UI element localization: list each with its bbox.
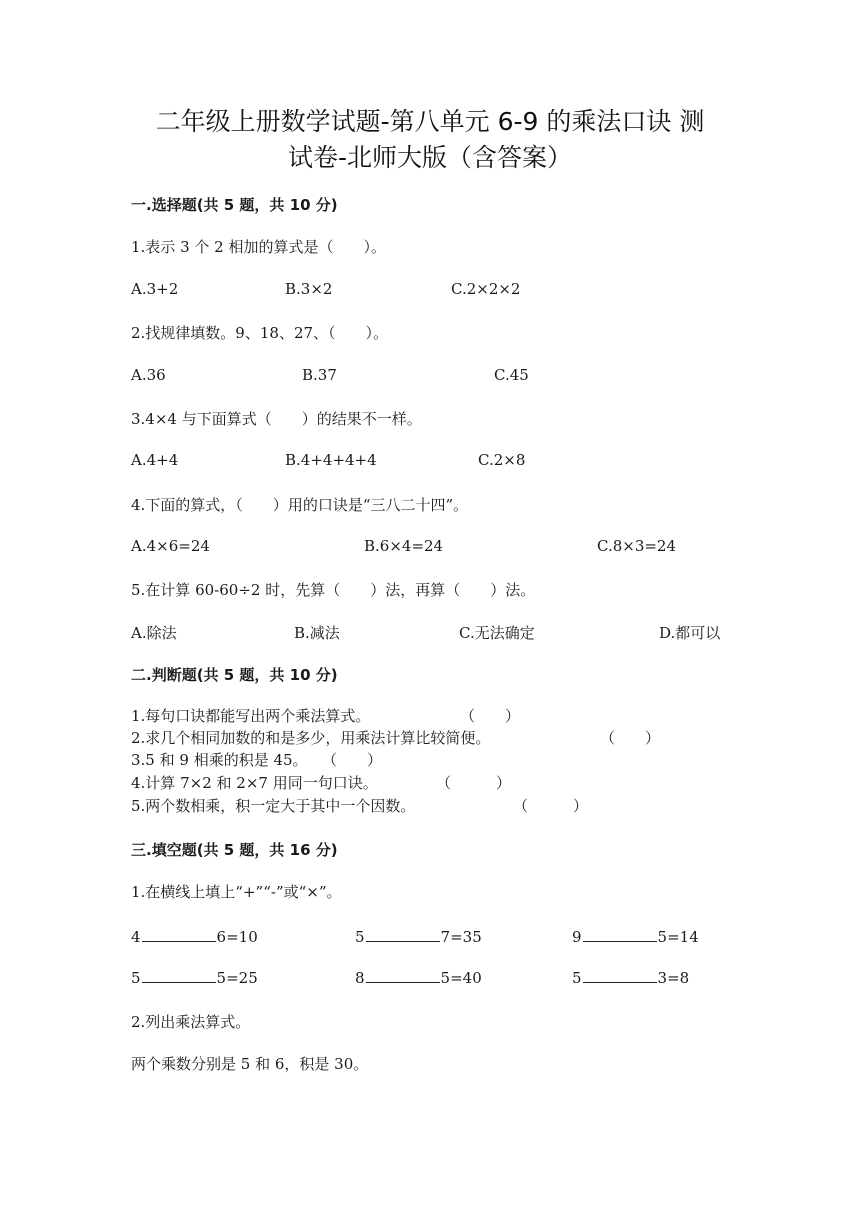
- section-heading-choice: 一.选择题(共 5 题，共 10 分): [131, 196, 338, 214]
- choice-q4-option-c: C.8×3=24: [597, 537, 677, 555]
- fill-q1-stem: 1.在横线上填上“+”“-”或“×”。: [131, 883, 342, 901]
- section-heading-judge: 二.判断题(共 5 题，共 10 分): [131, 666, 338, 684]
- fill-q2-description: 两个乘数分别是 5 和 6，积是 30。: [131, 1055, 369, 1073]
- judge-item-2: 2.求几个相同加数的和是多少，用乘法计算比较简便。: [131, 729, 491, 747]
- page-title: [100, 104, 760, 176]
- choice-q3-stem: 3.4×4 与下面算式（ ）的结果不一样。: [131, 410, 422, 428]
- choice-q3-option-b: B.4+4+4+4: [285, 451, 377, 469]
- judge-item-5-paren: （ ）: [513, 797, 589, 815]
- choice-q1-option-b: B.3×2: [285, 280, 333, 298]
- choice-q2-stem: 2.找规律填数。9、18、27、（ ）。: [131, 324, 389, 342]
- fill-blank-5: 8 5=40: [355, 969, 482, 987]
- title-line-2: 试卷-北师大版（含答案）: [287, 143, 573, 172]
- choice-q1-option-a: A.3+2: [131, 280, 179, 298]
- fill-q2-stem: 2.列出乘法算式。: [131, 1013, 251, 1031]
- judge-item-3-paren: （ ）: [322, 751, 383, 769]
- choice-q4-option-b: B.6×4=24: [364, 537, 444, 555]
- judge-item-2-paren: （ ）: [600, 729, 661, 747]
- fill-blank-1: 4 6=10: [131, 928, 258, 946]
- choice-q2-option-b: B.37: [302, 366, 337, 384]
- choice-q1-stem: 1.表示 3 个 2 相加的算式是（ ）。: [131, 238, 386, 256]
- choice-q2-option-a: A.36: [131, 366, 166, 384]
- judge-item-1: 1.每句口诀都能写出两个乘法算式。: [131, 707, 371, 725]
- choice-q1-option-c: C.2×2×2: [451, 280, 521, 298]
- choice-q2-option-c: C.45: [494, 366, 529, 384]
- choice-q5-option-b: B.减法: [294, 624, 340, 642]
- choice-q5-option-c: C.无法确定: [459, 624, 535, 642]
- judge-item-1-paren: （ ）: [460, 707, 521, 725]
- choice-q4-stem: 4.下面的算式，（ ）用的口诀是“三八二十四”。: [131, 496, 469, 514]
- fill-blank-2: 5 7=35: [355, 928, 482, 946]
- judge-item-4: 4.计算 7×2 和 2×7 用同一句口诀。: [131, 774, 378, 792]
- fill-blank-6: 5 3=8: [572, 969, 690, 987]
- title-line-1: 二年级上册数学试题-第八单元 6-9 的乘法口诀 测: [155, 107, 705, 136]
- fill-blank-3: 9 5=14: [572, 928, 699, 946]
- choice-q5-stem: 5.在计算 60-60÷2 时，先算（ ）法，再算（ ）法。: [131, 581, 536, 599]
- choice-q5-option-a: A.除法: [131, 624, 177, 642]
- judge-item-5: 5.两个数相乘，积一定大于其中一个因数。: [131, 797, 416, 815]
- judge-item-3: 3.5 和 9 相乘的积是 45。: [131, 751, 308, 769]
- fill-blank-4: 5 5=25: [131, 969, 258, 987]
- choice-q3-option-c: C.2×8: [478, 451, 526, 469]
- choice-q3-option-a: A.4+4: [131, 451, 179, 469]
- section-heading-fill: 三.填空题(共 5 题，共 16 分): [131, 841, 338, 859]
- judge-item-4-paren: （ ）: [436, 774, 512, 792]
- choice-q5-option-d: D.都可以: [659, 624, 721, 642]
- choice-q4-option-a: A.4×6=24: [131, 537, 210, 555]
